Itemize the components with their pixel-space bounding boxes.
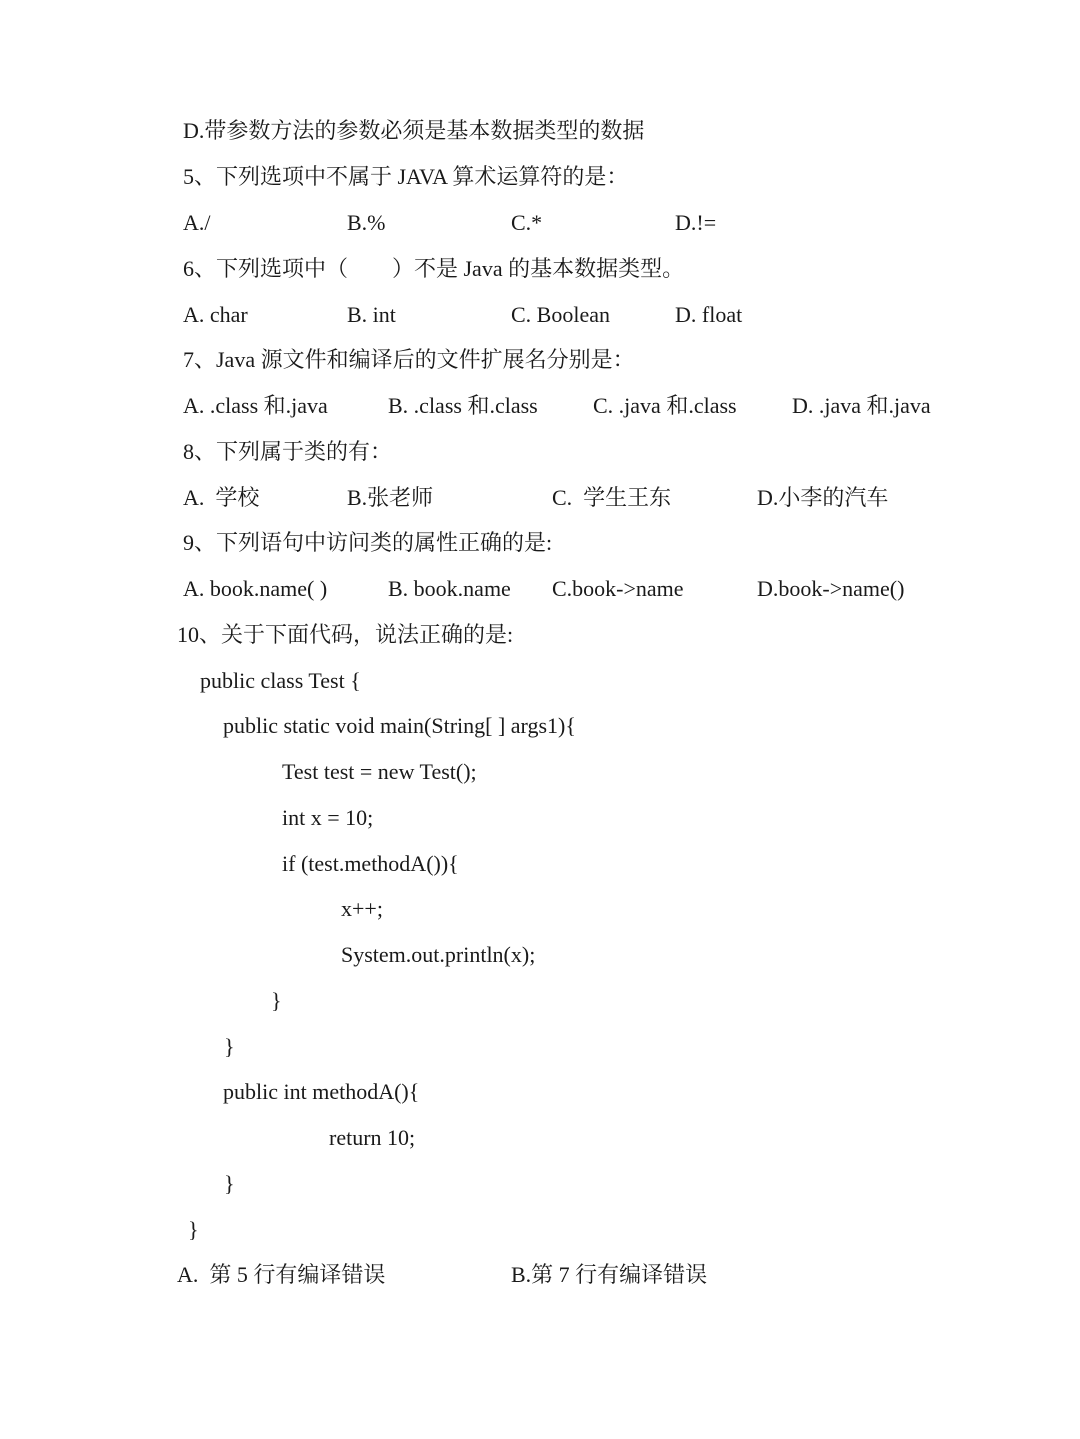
q6-stem: 6、下列选项中（ ）不是 Java 的基本数据类型。 [183,256,685,281]
q10-option-b: B.第 7 行有编译错误 [511,1262,708,1287]
q6-option-d: D. float [675,302,743,327]
q6-option-c: C. Boolean [511,302,610,327]
code-line-12: } [224,1171,235,1196]
code-line-9: } [224,1034,235,1059]
code-line-11: return 10; [329,1125,416,1150]
code-line-10: public int methodA(){ [223,1079,420,1104]
q8-stem: 8、下列属于类的有： [183,439,393,464]
q6-option-b: B. int [347,302,396,327]
q9-option-d: D.book->name() [757,576,905,601]
code-line-13: } [188,1217,199,1242]
code-line-1: public class Test { [200,668,361,693]
q5-option-c: C.* [511,210,543,235]
code-line-4: int x = 10; [282,805,374,830]
q7-stem: 7、Java 源文件和编译后的文件扩展名分别是： [183,347,635,372]
q9-option-b: B. book.name [388,576,511,601]
q5-option-d: D.!= [675,210,717,235]
code-line-5: if (test.methodA()){ [282,851,459,876]
q8-option-d: D.小李的汽车 [757,485,889,510]
q4-option-d: D.带参数方法的参数必须是基本数据类型的数据 [183,118,645,143]
q9-stem: 9、下列语句中访问类的属性正确的是: [183,530,553,555]
q8-option-b: B.张老师 [347,485,434,510]
q10-option-a: A. 第 5 行有编译错误 [177,1262,386,1287]
q8-option-a: A. 学校 [183,485,260,510]
q7-option-d: D. .java 和.java [792,393,931,418]
code-line-7: System.out.println(x); [341,942,536,967]
q5-option-b: B.% [347,210,386,235]
q9-option-c: C.book->name [552,576,684,601]
q10-stem: 10、关于下面代码，说法正确的是: [177,622,514,647]
q5-option-a: A./ [183,210,211,235]
code-line-3: Test test = new Test(); [282,759,477,784]
q5-stem: 5、下列选项中不属于 JAVA 算术运算符的是： [183,164,629,189]
q8-option-c: C. 学生王东 [552,485,672,510]
code-line-8: } [271,988,282,1013]
q7-option-b: B. .class 和.class [388,393,538,418]
q7-option-c: C. .java 和.class [593,393,737,418]
q7-option-a: A. .class 和.java [183,393,328,418]
q9-option-a: A. book.name( ) [183,576,328,601]
code-line-2: public static void main(String[ ] args1){ [223,713,576,738]
code-line-6: x++; [341,896,383,921]
q6-option-a: A. char [183,302,248,327]
